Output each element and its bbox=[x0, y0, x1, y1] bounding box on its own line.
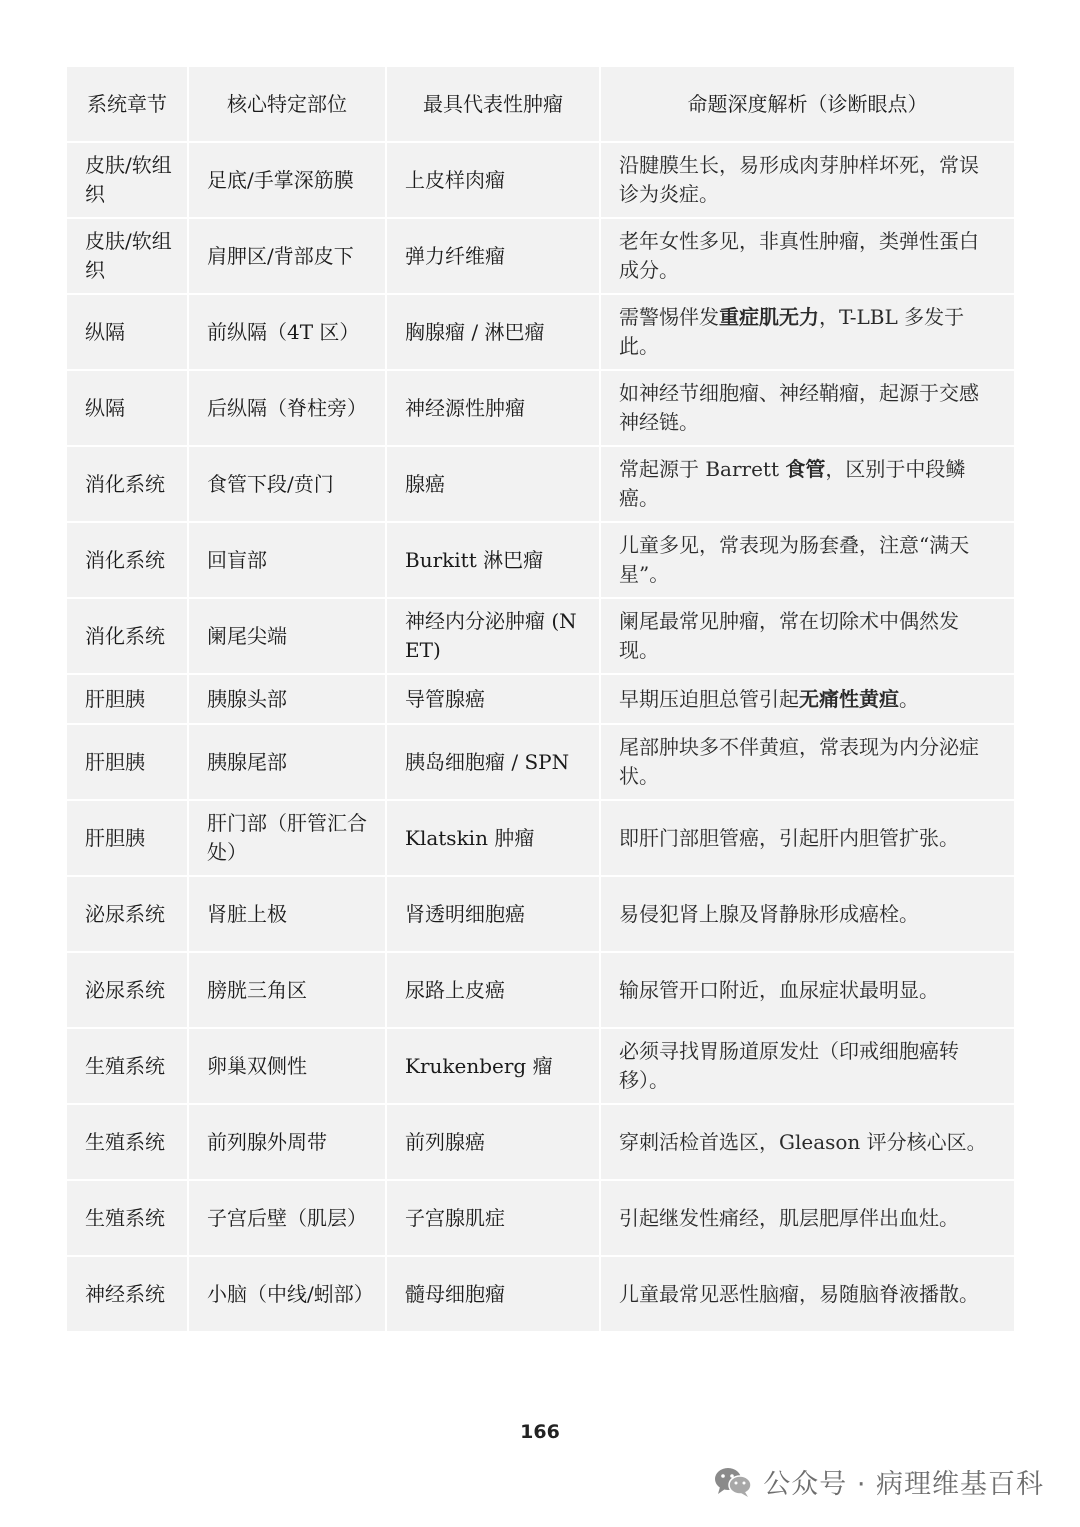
table-row bbox=[66, 294, 1015, 370]
cell-system: 消化系统 bbox=[66, 446, 188, 522]
table-row bbox=[66, 1256, 1015, 1332]
watermark-text: 公众号 · 病理维基百科 bbox=[763, 1469, 1044, 1500]
cell-site: 肩胛区/背部皮下 bbox=[188, 218, 386, 294]
tumor-site-table-container bbox=[65, 65, 1014, 1333]
analysis-text: 儿童最常见恶性脑瘤，易随脑脊液播散。 bbox=[619, 1281, 979, 1306]
cell-site: 食管下段/贲门 bbox=[188, 446, 386, 522]
cell-tumor: Klatskin 肿瘤 bbox=[386, 800, 600, 876]
header-tumor: 最具代表性肿瘤 bbox=[386, 66, 600, 142]
cell-analysis bbox=[600, 1180, 1015, 1256]
cell-site: 子宫后壁（肌层） bbox=[188, 1180, 386, 1256]
cell-site: 胰腺尾部 bbox=[188, 724, 386, 800]
cell-site: 膀胱三角区 bbox=[188, 952, 386, 1028]
cell-system: 皮肤/软组织 bbox=[66, 218, 188, 294]
cell-tumor: 弹力纤维瘤 bbox=[386, 218, 600, 294]
cell-system: 泌尿系统 bbox=[66, 876, 188, 952]
cell-analysis bbox=[600, 522, 1015, 598]
analysis-text: 穿刺活检首选区，Gleason 评分核心区。 bbox=[619, 1129, 987, 1154]
analysis-text: 需警惕伴发 bbox=[619, 305, 719, 329]
cell-system: 肝胆胰 bbox=[66, 800, 188, 876]
cell-tumor: 胸腺瘤 / 淋巴瘤 bbox=[386, 294, 600, 370]
tumor-site-table bbox=[65, 65, 1016, 1333]
cell-analysis bbox=[600, 218, 1015, 294]
table-body bbox=[66, 142, 1015, 1332]
cell-analysis bbox=[600, 1256, 1015, 1332]
analysis-emphasis: 无痛性黄疸 bbox=[799, 686, 899, 711]
header-analysis: 命题深度解析（诊断眼点） bbox=[600, 66, 1015, 142]
cell-tumor: Burkitt 淋巴瘤 bbox=[386, 522, 600, 598]
cell-analysis bbox=[600, 1104, 1015, 1180]
cell-site: 足底/手掌深筋膜 bbox=[188, 142, 386, 218]
cell-system: 消化系统 bbox=[66, 598, 188, 674]
cell-site: 后纵隔（脊柱旁） bbox=[188, 370, 386, 446]
cell-tumor: 腺癌 bbox=[386, 446, 600, 522]
wechat-watermark bbox=[713, 1462, 1044, 1501]
analysis-text: 引起继发性痛经，肌层肥厚伴出血灶。 bbox=[619, 1205, 959, 1230]
cell-system: 皮肤/软组织 bbox=[66, 142, 188, 218]
cell-system: 肝胆胰 bbox=[66, 724, 188, 800]
table-row bbox=[66, 370, 1015, 446]
cell-system: 生殖系统 bbox=[66, 1104, 188, 1180]
analysis-text: 尾部肿块多不伴黄疸，常表现为内分泌症状。 bbox=[619, 735, 979, 788]
cell-analysis bbox=[600, 952, 1015, 1028]
analysis-text: 阑尾最常见肿瘤，常在切除术中偶然发现。 bbox=[619, 609, 959, 662]
table-row bbox=[66, 952, 1015, 1028]
table-row bbox=[66, 1180, 1015, 1256]
table-row bbox=[66, 142, 1015, 218]
analysis-text: ，T-LBL 多发于此。 bbox=[619, 305, 965, 358]
cell-tumor: 神经内分泌肿瘤 (NET) bbox=[386, 598, 600, 674]
cell-system: 生殖系统 bbox=[66, 1180, 188, 1256]
table-row bbox=[66, 1028, 1015, 1104]
analysis-text: 必须寻找胃肠道原发灶（印戒细胞癌转移）。 bbox=[619, 1039, 959, 1092]
cell-analysis bbox=[600, 876, 1015, 952]
cell-tumor: 导管腺癌 bbox=[386, 674, 600, 724]
cell-tumor: 神经源性肿瘤 bbox=[386, 370, 600, 446]
table-row bbox=[66, 724, 1015, 800]
analysis-text: 沿腱膜生长，易形成肉芽肿样坏死，常误诊为炎症。 bbox=[619, 153, 979, 206]
cell-system: 纵隔 bbox=[66, 370, 188, 446]
table-row bbox=[66, 522, 1015, 598]
analysis-text: 。 bbox=[899, 686, 919, 711]
cell-system: 生殖系统 bbox=[66, 1028, 188, 1104]
analysis-text: 易侵犯肾上腺及肾静脉形成癌栓。 bbox=[619, 901, 919, 926]
table-row bbox=[66, 598, 1015, 674]
cell-site: 胰腺头部 bbox=[188, 674, 386, 724]
cell-analysis bbox=[600, 370, 1015, 446]
analysis-text: 常起源于 Barrett bbox=[619, 457, 786, 481]
header-system: 系统章节 bbox=[66, 66, 188, 142]
header-row bbox=[66, 66, 1015, 142]
cell-site: 前列腺外周带 bbox=[188, 1104, 386, 1180]
cell-system: 神经系统 bbox=[66, 1256, 188, 1332]
cell-analysis bbox=[600, 674, 1015, 724]
cell-tumor: 胰岛细胞瘤 / SPN bbox=[386, 724, 600, 800]
cell-analysis bbox=[600, 1028, 1015, 1104]
cell-tumor: 上皮样肉瘤 bbox=[386, 142, 600, 218]
cell-system: 泌尿系统 bbox=[66, 952, 188, 1028]
analysis-emphasis: 重症肌无力 bbox=[719, 305, 819, 329]
analysis-emphasis: 食管 bbox=[785, 457, 826, 481]
cell-analysis bbox=[600, 800, 1015, 876]
cell-analysis bbox=[600, 294, 1015, 370]
cell-site: 阑尾尖端 bbox=[188, 598, 386, 674]
analysis-text: 即肝门部胆管癌，引起肝内胆管扩张。 bbox=[619, 825, 959, 850]
page-number: 166 bbox=[520, 1421, 560, 1443]
cell-tumor: 尿路上皮癌 bbox=[386, 952, 600, 1028]
cell-tumor: 肾透明细胞癌 bbox=[386, 876, 600, 952]
analysis-text: 儿童多见，常表现为肠套叠，注意“满天星”。 bbox=[619, 533, 970, 586]
cell-site: 前纵隔（4T 区） bbox=[188, 294, 386, 370]
analysis-text: 早期压迫胆总管引起 bbox=[619, 686, 799, 711]
table-row bbox=[66, 218, 1015, 294]
cell-site: 小脑（中线/蚓部） bbox=[188, 1256, 386, 1332]
cell-site: 肝门部（肝管汇合处） bbox=[188, 800, 386, 876]
table-row bbox=[66, 800, 1015, 876]
cell-analysis bbox=[600, 724, 1015, 800]
analysis-text: 老年女性多见，非真性肿瘤，类弹性蛋白成分。 bbox=[619, 229, 979, 282]
cell-analysis bbox=[600, 446, 1015, 522]
cell-tumor: Krukenberg 瘤 bbox=[386, 1028, 600, 1104]
table-header bbox=[66, 66, 1015, 142]
table-row bbox=[66, 1104, 1015, 1180]
cell-site: 回盲部 bbox=[188, 522, 386, 598]
cell-tumor: 子宫腺肌症 bbox=[386, 1180, 600, 1256]
table-row bbox=[66, 446, 1015, 522]
table-row bbox=[66, 876, 1015, 952]
analysis-text: 如神经节细胞瘤、神经鞘瘤，起源于交感神经链。 bbox=[619, 381, 979, 434]
cell-system: 消化系统 bbox=[66, 522, 188, 598]
cell-site: 肾脏上极 bbox=[188, 876, 386, 952]
cell-tumor: 前列腺癌 bbox=[386, 1104, 600, 1180]
cell-analysis bbox=[600, 142, 1015, 218]
cell-system: 肝胆胰 bbox=[66, 674, 188, 724]
header-site: 核心特定部位 bbox=[188, 66, 386, 142]
wechat-icon bbox=[713, 1465, 753, 1499]
analysis-text: 输尿管开口附近，血尿症状最明显。 bbox=[619, 977, 939, 1002]
table-row bbox=[66, 674, 1015, 724]
cell-system: 纵隔 bbox=[66, 294, 188, 370]
cell-site: 卵巢双侧性 bbox=[188, 1028, 386, 1104]
analysis-text: ，区别于中段鳞癌。 bbox=[619, 457, 966, 510]
cell-tumor: 髓母细胞瘤 bbox=[386, 1256, 600, 1332]
cell-analysis bbox=[600, 598, 1015, 674]
